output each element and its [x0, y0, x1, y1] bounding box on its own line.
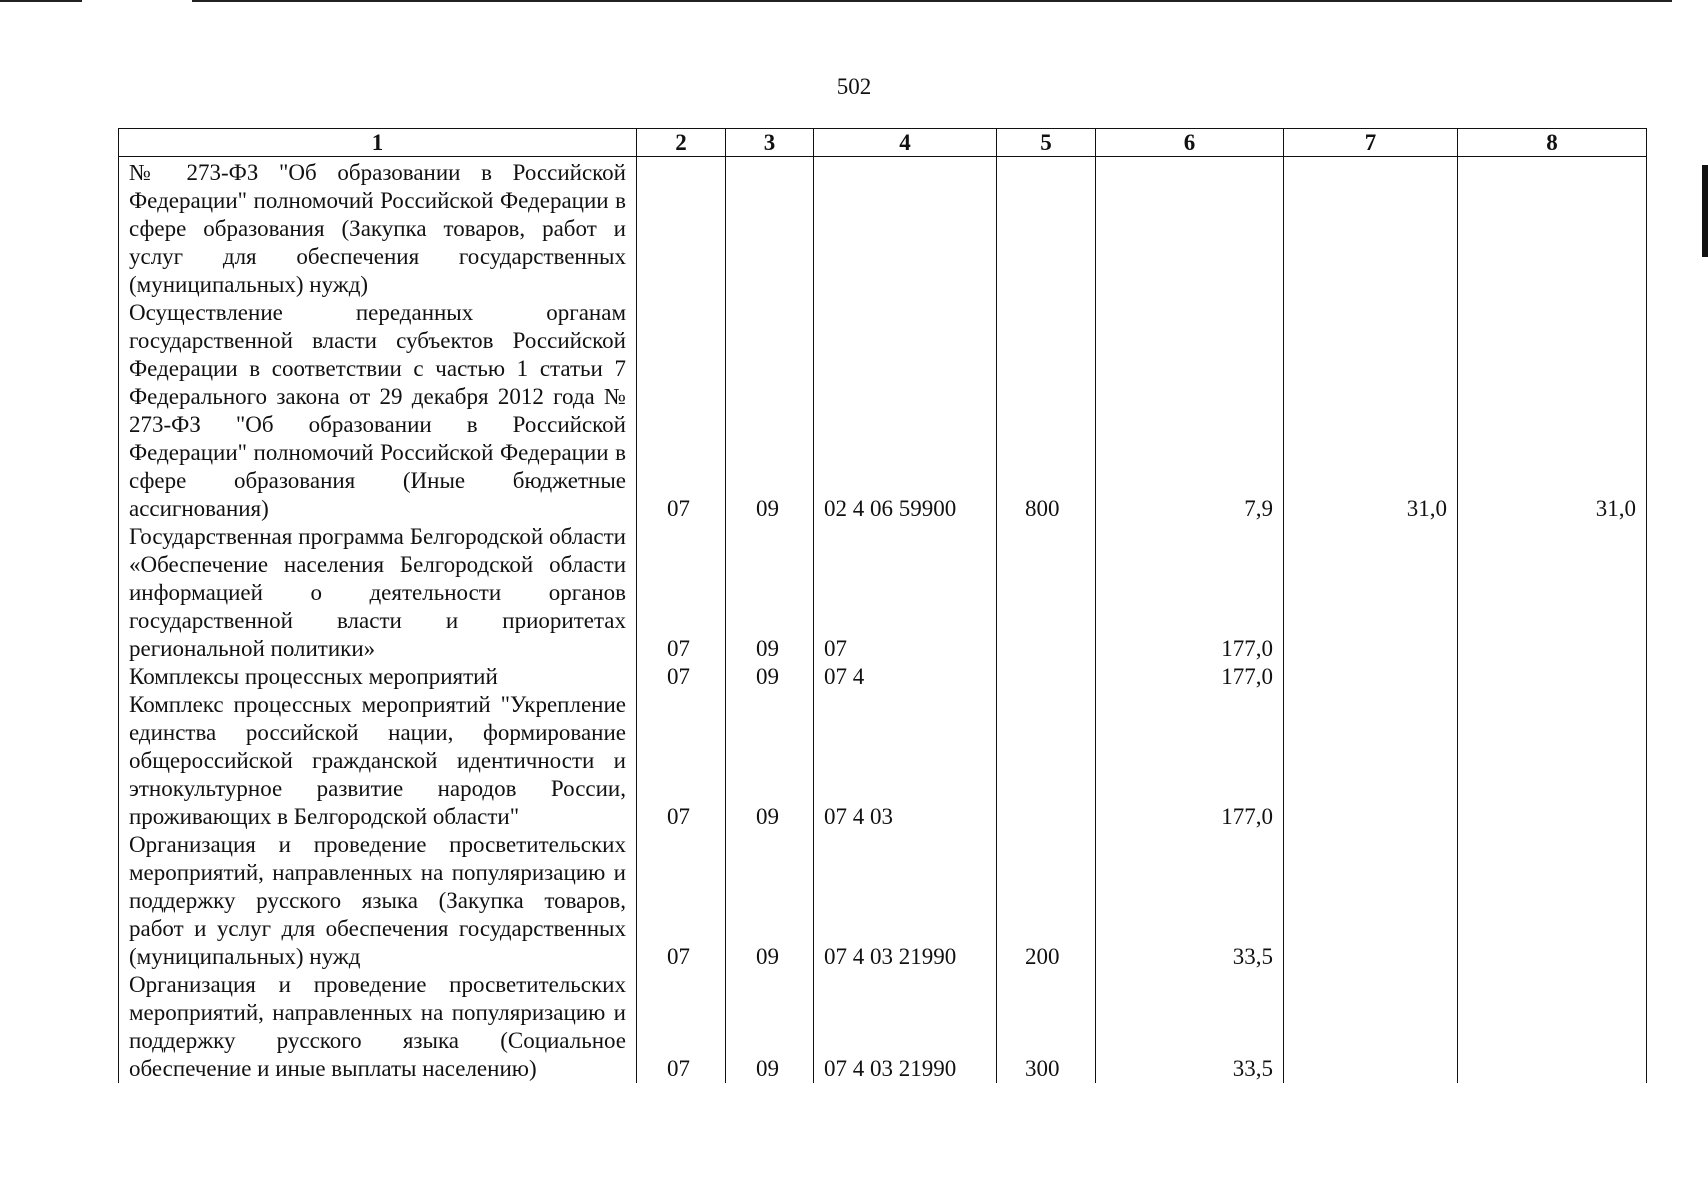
cell-amount-col8: 31,0 — [1458, 299, 1647, 523]
cell-amount-col8 — [1458, 831, 1647, 971]
cell-subsection: 09 — [726, 663, 814, 691]
scan-edge-mark — [1702, 165, 1708, 257]
cell-section: 07 — [637, 831, 726, 971]
column-header-3: 3 — [726, 129, 814, 157]
table-row — [119, 831, 1647, 971]
cell-subsection: 09 — [726, 691, 814, 831]
cell-subsection: 09 — [726, 523, 814, 663]
scan-edge-line — [192, 0, 1672, 2]
row-description: Организация и проведение просветительских мероприятий, направленных на популяризацию и поддержку русского языка (Закупка товаров, работ и услуг для обеспечения государственных (муниципальных) нужд — [119, 831, 637, 971]
cell-amount-col6 — [1096, 157, 1284, 300]
row-description: Государственная программа Белгородской области «Обеспечение населения Белгородской области информацией о деятельности органов государственной власти и приоритетах региональной политики» — [119, 523, 637, 663]
column-header-2: 2 — [637, 129, 726, 157]
cell-amount-col7 — [1284, 523, 1458, 663]
cell-amount-col8 — [1458, 523, 1647, 663]
cell-section — [637, 157, 726, 300]
row-description: Комплексы процессных мероприятий — [119, 663, 637, 691]
scan-edge-line — [0, 0, 82, 2]
cell-section: 07 — [637, 299, 726, 523]
budget-table — [118, 128, 1647, 1083]
table-row — [119, 663, 1647, 691]
cell-section: 07 — [637, 663, 726, 691]
cell-expense-type — [997, 523, 1096, 663]
cell-amount-col7 — [1284, 971, 1458, 1083]
cell-section: 07 — [637, 691, 726, 831]
column-header-8: 8 — [1458, 129, 1647, 157]
table-body — [119, 157, 1647, 1084]
cell-amount-col6: 177,0 — [1096, 691, 1284, 831]
cell-amount-col7 — [1284, 157, 1458, 300]
cell-amount-col6: 177,0 — [1096, 523, 1284, 663]
row-description: Организация и проведение просветительских мероприятий, направленных на популяризацию и поддержку русского языка (Социальное обеспечение и иные выплаты населению) — [119, 971, 637, 1083]
cell-amount-col8 — [1458, 691, 1647, 831]
cell-target-article: 07 4 03 21990 — [814, 971, 997, 1083]
cell-subsection: 09 — [726, 831, 814, 971]
cell-amount-col7 — [1284, 831, 1458, 971]
cell-amount-col7: 31,0 — [1284, 299, 1458, 523]
cell-section: 07 — [637, 523, 726, 663]
cell-subsection: 09 — [726, 299, 814, 523]
row-description: Осуществление переданных органам государственной власти субъектов Российской Федерации в соответствии с частью 1 статьи 7 Федерального закона от 29 декабря 2012 года № 273-ФЗ "Об образовании в Российской Федерации" полномочий Российской Федерации в сфере образования (Иные бюджетные ассигнования) — [119, 299, 637, 523]
cell-amount-col7 — [1284, 691, 1458, 831]
row-description: № 273-ФЗ "Об образовании в Российской Федерации" полномочий Российской Федерации в сфере образования (Закупка товаров, работ и услуг для обеспечения государственных (муниципальных) нужд) — [119, 157, 637, 300]
column-header-7: 7 — [1284, 129, 1458, 157]
column-header-1: 1 — [119, 129, 637, 157]
page-number: 502 — [836, 74, 872, 99]
cell-target-article: 07 4 03 21990 — [814, 831, 997, 971]
cell-expense-type — [997, 691, 1096, 831]
cell-target-article: 02 4 06 59900 — [814, 299, 997, 523]
cell-amount-col6: 7,9 — [1096, 299, 1284, 523]
cell-amount-col8 — [1458, 157, 1647, 300]
cell-subsection — [726, 157, 814, 300]
header-row — [119, 129, 1647, 157]
table-row — [119, 157, 1647, 300]
cell-amount-col8 — [1458, 971, 1647, 1083]
cell-target-article — [814, 157, 997, 300]
cell-amount-col8 — [1458, 663, 1647, 691]
table-row — [119, 299, 1647, 523]
cell-amount-col6: 33,5 — [1096, 831, 1284, 971]
cell-target-article: 07 4 03 — [814, 691, 997, 831]
cell-subsection: 09 — [726, 971, 814, 1083]
cell-target-article: 07 — [814, 523, 997, 663]
cell-target-article: 07 4 — [814, 663, 997, 691]
cell-expense-type — [997, 663, 1096, 691]
cell-expense-type: 300 — [997, 971, 1096, 1083]
cell-amount-col6: 33,5 — [1096, 971, 1284, 1083]
column-header-6: 6 — [1096, 129, 1284, 157]
cell-amount-col6: 177,0 — [1096, 663, 1284, 691]
table-row — [119, 691, 1647, 831]
cell-expense-type: 800 — [997, 299, 1096, 523]
table-row — [119, 523, 1647, 663]
table-row — [119, 971, 1647, 1083]
column-header-4: 4 — [814, 129, 997, 157]
cell-amount-col7 — [1284, 663, 1458, 691]
cell-section: 07 — [637, 971, 726, 1083]
row-description: Комплекс процессных мероприятий "Укрепление единства российской нации, формирование общероссийской гражданской идентичности и этнокультурное развитие народов России, проживающих в Белгородской области" — [119, 691, 637, 831]
table-header — [119, 129, 1647, 157]
column-header-5: 5 — [997, 129, 1096, 157]
cell-expense-type: 200 — [997, 831, 1096, 971]
cell-expense-type — [997, 157, 1096, 300]
